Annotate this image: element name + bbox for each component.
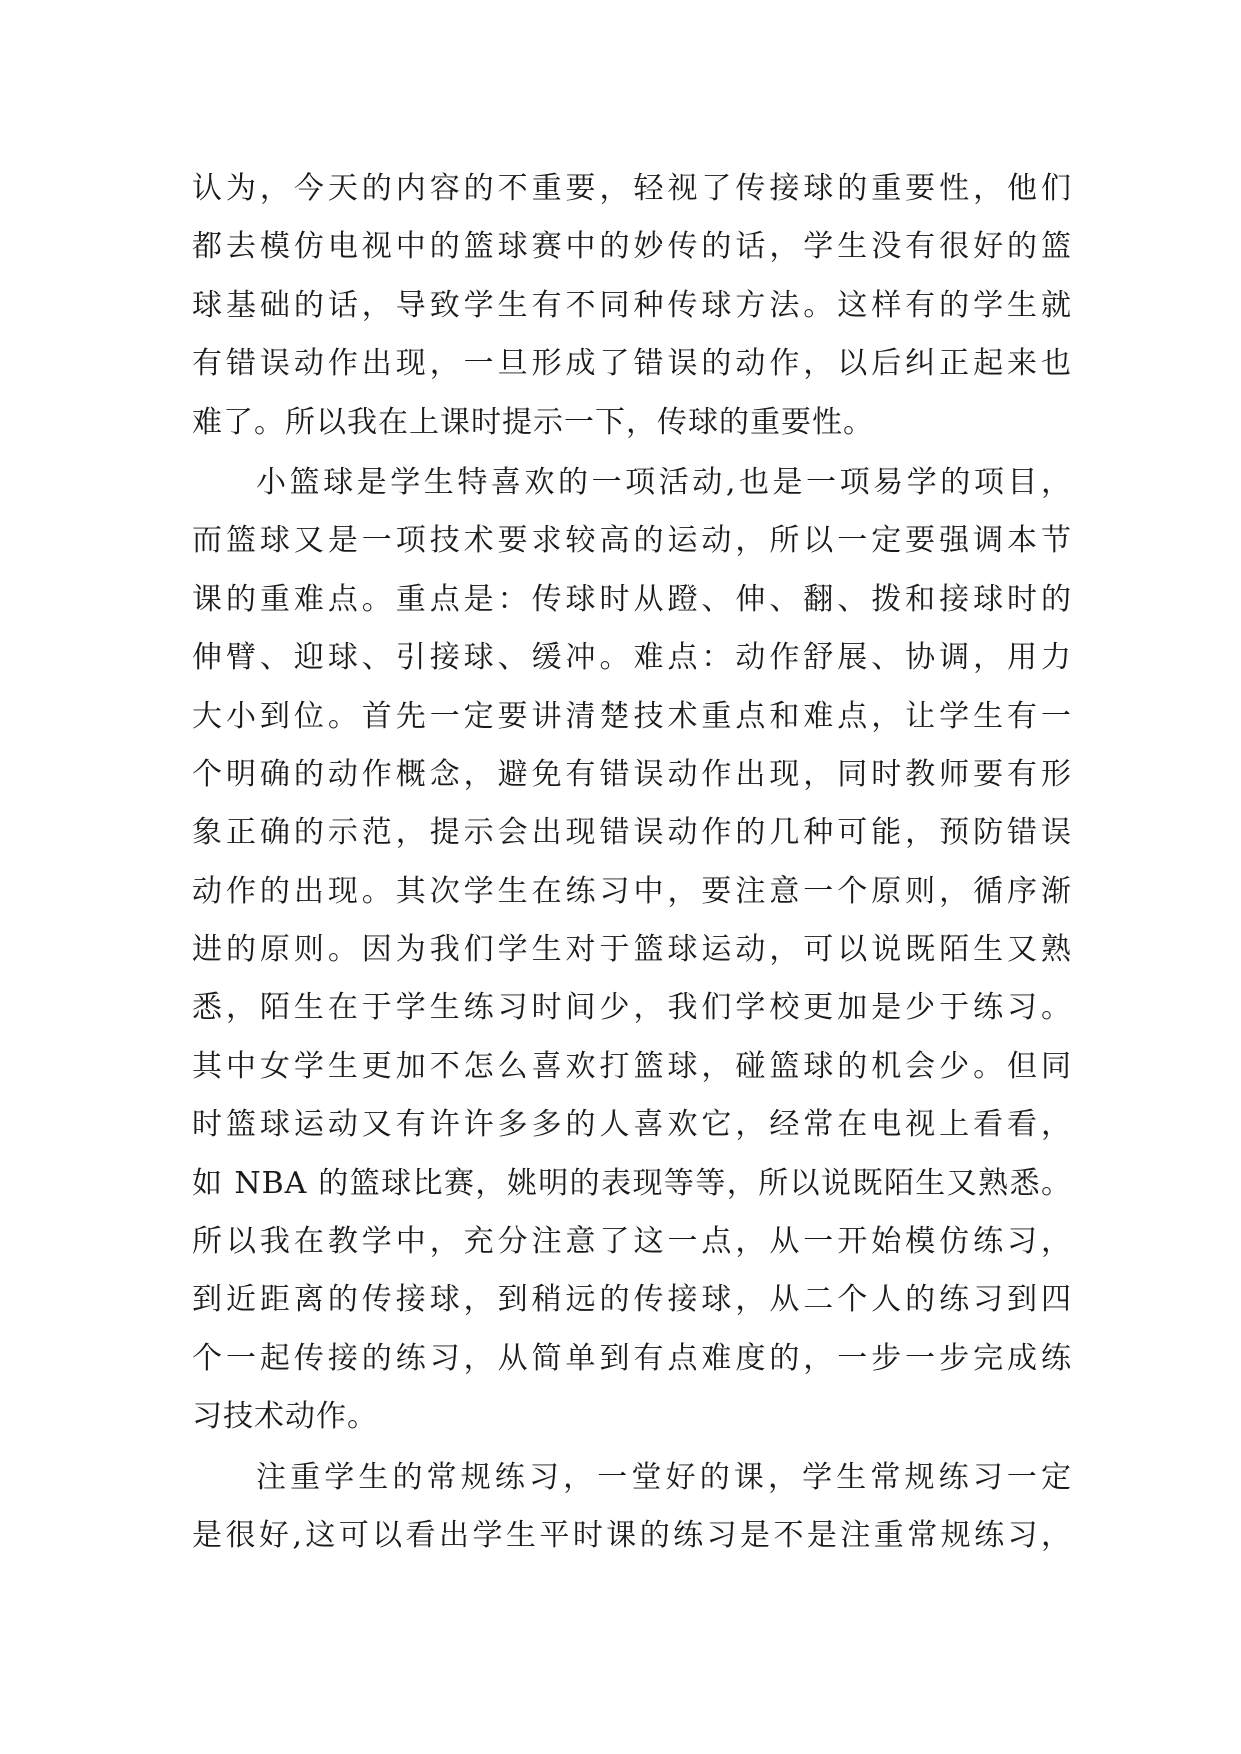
text-line: 小篮球是学生特喜欢的一项活动,也是一项易学的项目， [256, 464, 1072, 500]
text-line: 课的重难点。重点是：传球时从蹬、伸、翻、拨和接球时的 [192, 581, 1072, 617]
text-line: 注重学生的常规练习，一堂好的课，学生常规练习一定 [256, 1459, 1072, 1495]
document-body [192, 160, 1072, 1565]
text-line: 进的原则。因为我们学生对于篮球运动，可以说既陌生又熟 [192, 932, 1072, 968]
text-line: 有错误动作出现，一旦形成了错误的动作，以后纠正起来也 [192, 346, 1072, 382]
text-line: 大小到位。首先一定要讲清楚技术重点和难点，让学生有一 [192, 698, 1072, 734]
text-line: 象正确的示范，提示会出现错误动作的几种可能，预防错误 [192, 815, 1072, 851]
text-line: 球基础的话，导致学生有不同种传球方法。这样有的学生就 [192, 287, 1072, 323]
text-line: 认为，今天的内容的不重要，轻视了传接球的重要性，他们 [192, 171, 1072, 206]
text-line: 动作的出现。其次学生在练习中，要注意一个原则，循序渐 [192, 873, 1072, 909]
paragraph [192, 1449, 1072, 1566]
text-line: 时篮球运动又有许许多多的人喜欢它，经常在电视上看看， [192, 1107, 1072, 1143]
text-line: 到近距离的传接球，到稍远的传接球，从二个人的练习到四 [192, 1282, 1072, 1318]
text-line: 如 NBA 的篮球比赛，姚明的表现等等，所以说既陌生又熟悉。 [192, 1165, 1072, 1201]
text-line: 而篮球又是一项技术要求较高的运动，所以一定要强调本节 [192, 523, 1072, 559]
text-line: 悉，陌生在于学生练习时间少，我们学校更加是少于练习。 [192, 990, 1072, 1026]
text-line: 其中女学生更加不怎么喜欢打篮球，碰篮球的机会少。但同 [192, 1048, 1072, 1084]
text-line: 都去模仿电视中的篮球赛中的妙传的话，学生没有很好的篮 [192, 229, 1072, 265]
text-line: 所以我在教学中，充分注意了这一点，从一开始模仿练习， [192, 1224, 1072, 1260]
paragraph [192, 454, 1072, 1447]
text-line: 个一起传接的练习，从简单到有点难度的，一步一步完成练 [192, 1340, 1072, 1376]
text-line: 习技术动作。 [192, 1399, 378, 1435]
text-line: 是很好,这可以看出学生平时课的练习是不是注重常规练习， [192, 1517, 1072, 1553]
text-line: 个明确的动作概念，避免有错误动作出现，同时教师要有形 [192, 756, 1072, 792]
text-line: 伸臂、迎球、引接球、缓冲。难点：动作舒展、协调，用力 [192, 640, 1072, 676]
paragraph [192, 160, 1072, 452]
text-line: 难了。所以我在上课时提示一下，传球的重要性。 [192, 404, 874, 440]
